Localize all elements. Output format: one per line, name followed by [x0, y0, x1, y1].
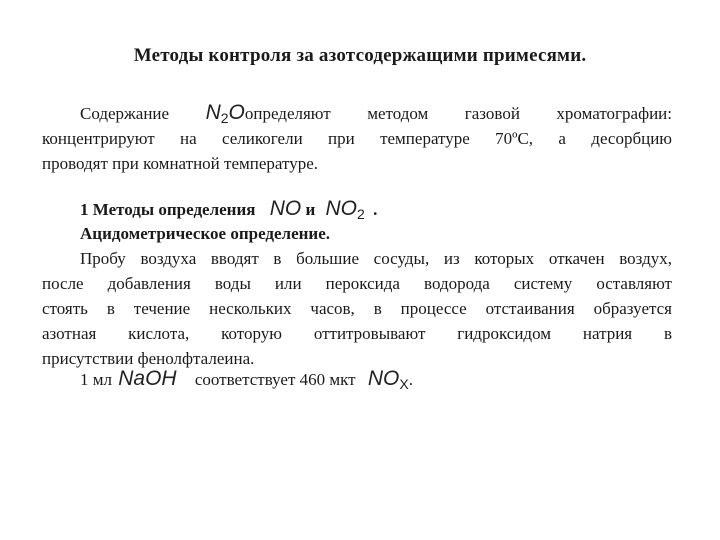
section-heading-conj: и [305, 200, 316, 219]
nox-formula [368, 367, 409, 390]
n2o-base: N [205, 101, 221, 124]
p1-lead: Содержание [80, 104, 170, 123]
naoh-formula: NaOH [118, 367, 177, 390]
p3-line [42, 366, 710, 397]
page-title: Методы контроля за азотсодержащими примесями. [133, 45, 587, 66]
no-formula: NO [269, 197, 302, 220]
p2-line2: после добавления воды или пероксида водорода систему оставляют [42, 274, 672, 293]
no2-sub: 2 [357, 206, 365, 222]
p3-middle: соответствует 460 мкт [194, 370, 356, 389]
section-heading-lead: 1 Методы определения [80, 200, 256, 219]
p2-line5: присутствии фенолфталеина. [42, 349, 255, 368]
p1-line2: концентрируют на селикогели при температуре 70ºС, а десорбцию [42, 129, 672, 148]
section-heading-end: . [373, 200, 378, 219]
n2o-sub: 2 [220, 110, 229, 126]
p2-line4: азотная кислота, которую оттитровывают гидроксидом натрия в [42, 324, 672, 343]
p1-line1-rest: определяют методом газовой хроматографии: [244, 104, 673, 123]
p2-line3: стоять в течение нескольких часов, в процессе отстаивания образуется [42, 299, 672, 318]
section-subheading: Ацидометрическое определение. [80, 224, 331, 243]
nox-sub: X [399, 376, 409, 392]
p3-end: . [408, 370, 413, 389]
nox-base: NO [367, 367, 400, 390]
p2-line1: Пробу воздуха вводят в большие сосуды, из которых откачен воздух, [80, 249, 672, 268]
n2o-tail: O [228, 101, 245, 124]
p1-line3: проводят при комнатной температуре. [42, 154, 319, 173]
no2-base: NO [325, 197, 358, 220]
p3-lead: 1 мл [80, 370, 112, 389]
no2-formula [326, 197, 365, 220]
n2o-formula [206, 101, 245, 124]
